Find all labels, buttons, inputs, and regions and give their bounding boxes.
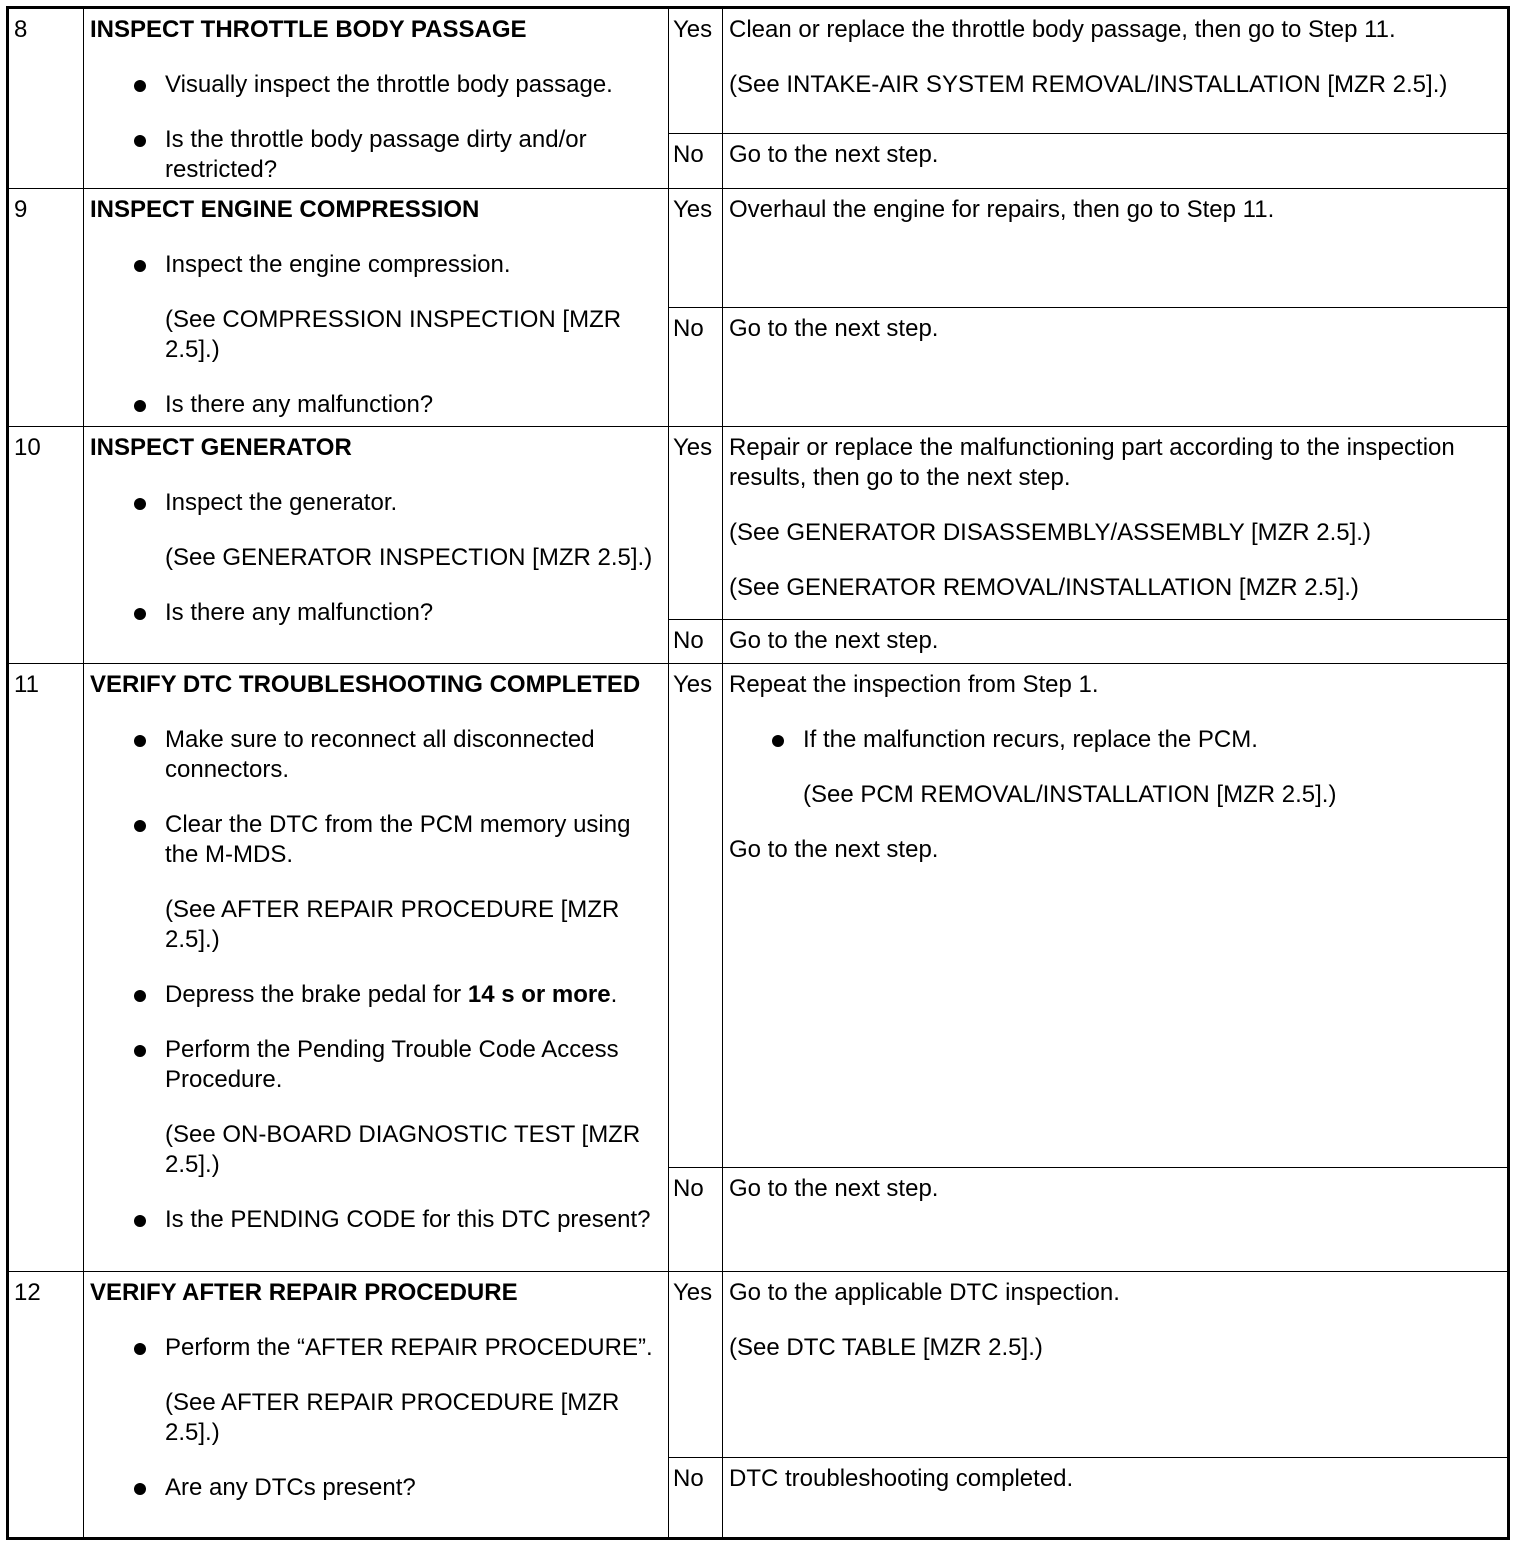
step-number: 8 bbox=[8, 8, 84, 189]
result-yes-label: Yes bbox=[669, 1272, 723, 1458]
check-item: Perform the “AFTER REPAIR PROCEDURE”. bbox=[90, 1333, 662, 1363]
action-text: Clean or replace the throttle body passage, then go to Step 11. bbox=[729, 16, 1396, 43]
check-item: Is the PENDING CODE for this DTC present? bbox=[90, 1205, 662, 1235]
result-yes-label: Yes bbox=[669, 189, 723, 308]
check-item: Inspect the engine compression. bbox=[90, 250, 662, 280]
reference-text: (See AFTER REPAIR PROCEDURE [MZR 2.5].) bbox=[165, 896, 620, 953]
action-text: Repeat the inspection from Step 1. bbox=[729, 671, 1099, 698]
step-inspection bbox=[84, 8, 669, 189]
result-yes-label: Yes bbox=[669, 427, 723, 620]
result-no-label: No bbox=[669, 134, 723, 189]
step-number: 12 bbox=[8, 1272, 84, 1539]
result-no-action: Go to the next step. bbox=[723, 134, 1509, 189]
check-item: Is there any malfunction? bbox=[90, 390, 662, 420]
result-yes-action: Overhaul the engine for repairs, then go to Step 11. bbox=[723, 189, 1509, 308]
step-row-8 bbox=[8, 8, 1509, 134]
step-number: 9 bbox=[8, 189, 84, 427]
result-yes-action bbox=[723, 8, 1509, 134]
step-row-11 bbox=[8, 664, 1509, 1168]
step-row-10 bbox=[8, 427, 1509, 620]
result-no-action: DTC troubleshooting completed. bbox=[723, 1458, 1509, 1539]
check-item: Is there any malfunction? bbox=[90, 598, 662, 628]
result-yes-action bbox=[723, 427, 1509, 620]
step-number: 10 bbox=[8, 427, 84, 664]
result-yes-label: Yes bbox=[669, 664, 723, 1168]
action-item: If the malfunction recurs, replace the PCM. bbox=[729, 725, 1501, 755]
check-text: . bbox=[610, 981, 618, 1008]
reference-text: (See COMPRESSION INSPECTION [MZR 2.5].) bbox=[165, 306, 622, 363]
troubleshooting-table bbox=[6, 6, 1510, 1540]
step-title: VERIFY AFTER REPAIR PROCEDURE bbox=[90, 1279, 518, 1306]
step-title: INSPECT THROTTLE BODY PASSAGE bbox=[90, 16, 527, 43]
result-yes-action bbox=[723, 1272, 1509, 1458]
reference-text: (See DTC TABLE [MZR 2.5].) bbox=[729, 1334, 1043, 1361]
reference-text: (See GENERATOR REMOVAL/INSTALLATION [MZR 2.5].) bbox=[729, 574, 1359, 601]
result-yes-action bbox=[723, 664, 1509, 1168]
reference-text: (See ON-BOARD DIAGNOSTIC TEST [MZR 2.5].) bbox=[165, 1121, 641, 1178]
step-inspection bbox=[84, 664, 669, 1272]
step-row-12 bbox=[8, 1272, 1509, 1458]
result-no-label: No bbox=[669, 1168, 723, 1272]
step-title: INSPECT ENGINE COMPRESSION bbox=[90, 196, 480, 223]
check-item: Are any DTCs present? bbox=[90, 1473, 662, 1503]
action-text: Go to the next step. bbox=[729, 836, 939, 863]
result-no-action: Go to the next step. bbox=[723, 308, 1509, 427]
check-emphasis: 14 s or more bbox=[467, 981, 611, 1008]
check-item: Visually inspect the throttle body passage. bbox=[90, 70, 662, 100]
step-row-9 bbox=[8, 189, 1509, 308]
check-item: Clear the DTC from the PCM memory using the M-MDS. bbox=[90, 810, 662, 870]
reference-text: (See GENERATOR DISASSEMBLY/ASSEMBLY [MZR 2.5].) bbox=[729, 519, 1371, 546]
check-item: Perform the Pending Trouble Code Access Procedure. bbox=[90, 1035, 662, 1095]
result-no-action: Go to the next step. bbox=[723, 620, 1509, 664]
check-text: Depress the brake pedal for bbox=[165, 981, 468, 1008]
step-title: INSPECT GENERATOR bbox=[90, 434, 352, 461]
action-text: Go to the applicable DTC inspection. bbox=[729, 1279, 1120, 1306]
result-yes-label: Yes bbox=[669, 8, 723, 134]
action-text: Repair or replace the malfunctioning part according to the inspection results, then go to the next step. bbox=[729, 434, 1455, 491]
result-no-label: No bbox=[669, 1458, 723, 1539]
step-inspection bbox=[84, 427, 669, 664]
step-inspection bbox=[84, 1272, 669, 1539]
step-title: VERIFY DTC TROUBLESHOOTING COMPLETED bbox=[90, 671, 641, 698]
reference-text: (See AFTER REPAIR PROCEDURE [MZR 2.5].) bbox=[165, 1389, 620, 1446]
result-no-label: No bbox=[669, 620, 723, 664]
check-item: Is the throttle body passage dirty and/or restricted? bbox=[90, 125, 662, 185]
step-inspection bbox=[84, 189, 669, 427]
result-no-label: No bbox=[669, 308, 723, 427]
check-item bbox=[90, 980, 662, 1010]
check-item: Make sure to reconnect all disconnected connectors. bbox=[90, 725, 662, 785]
check-item: Inspect the generator. bbox=[90, 488, 662, 518]
reference-text: (See GENERATOR INSPECTION [MZR 2.5].) bbox=[165, 544, 653, 571]
reference-text: (See INTAKE-AIR SYSTEM REMOVAL/INSTALLATION [MZR 2.5].) bbox=[729, 71, 1448, 98]
reference-text: (See PCM REMOVAL/INSTALLATION [MZR 2.5].) bbox=[803, 781, 1337, 808]
result-no-action: Go to the next step. bbox=[723, 1168, 1509, 1272]
step-number: 11 bbox=[8, 664, 84, 1272]
